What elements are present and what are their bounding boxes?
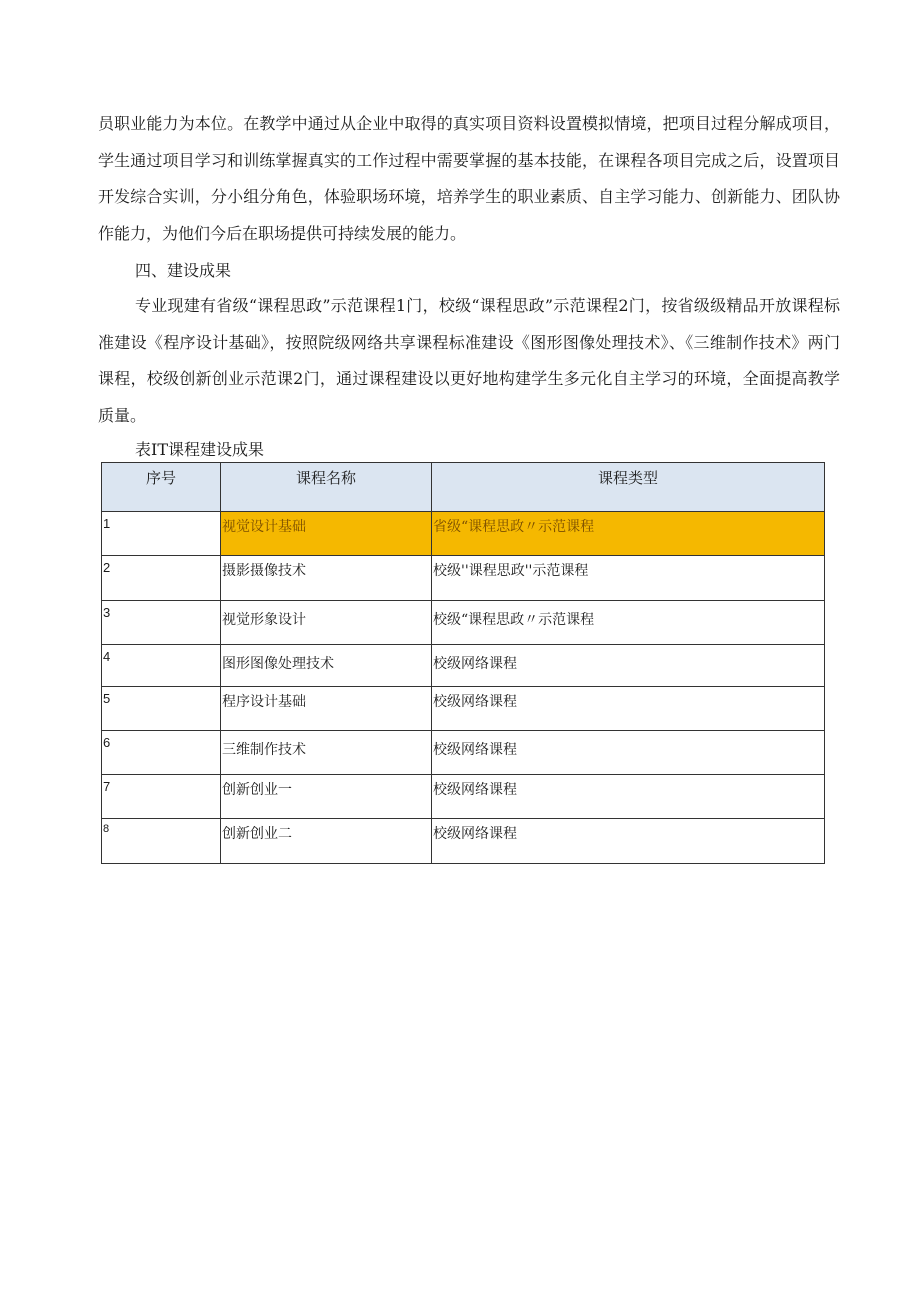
table-row	[102, 775, 825, 819]
table-row	[102, 512, 825, 556]
cell-course-type: 省级“课程思政〃示范课程	[432, 512, 825, 556]
cell-number: 4	[102, 645, 221, 687]
cell-course-type: 校级网络课程	[432, 731, 825, 775]
cell-number: 8	[102, 819, 221, 864]
table-row	[102, 645, 825, 687]
cell-course-name: 摄影摄像技术	[221, 556, 432, 601]
cell-course-name: 三维制作技术	[221, 731, 432, 775]
body-paragraph-2: 专业现建有省级“课程思政”示范课程1门，校级“课程思政”示范课程2门，按省级级精品开放课程标准建设《程序设计基础》，按照院级网络共享课程标准建设《图形图像处理技术》、《三维制作技术》两门课程，校级创新创业示范课2门，通过课程建设以更好地构建学生多元化自主学习的环境，全面提高教学质量。	[98, 296, 840, 425]
body-paragraph-1: 员职业能力为本位。在教学中通过从企业中取得的真实项目资料设置模拟情境，把项目过程分解成项目，学生通过项目学习和训练掌握真实的工作过程中需要掌握的基本技能，在课程各项目完成之后，设置项目开发综合实训，分小组分角色，体验职场环境，培养学生的职业素质、自主学习能力、创新能力、团队协作能力，为他们今后在职场提供可持续发展的能力。	[98, 114, 840, 243]
cell-course-type: 校级网络课程	[432, 645, 825, 687]
cell-course-name: 视觉设计基础	[221, 512, 432, 556]
table-header-row	[102, 463, 825, 512]
header-number: 序号	[102, 463, 221, 512]
cell-number: 2	[102, 556, 221, 601]
cell-number: 5	[102, 687, 221, 731]
cell-number: 7	[102, 775, 221, 819]
table-row	[102, 819, 825, 864]
cell-course-type: 校级网络课程	[432, 687, 825, 731]
cell-course-name: 创新创业一	[221, 775, 432, 819]
table-row	[102, 687, 825, 731]
cell-course-name: 程序设计基础	[221, 687, 432, 731]
cell-course-type: 校级''课程思政''示范课程	[432, 556, 825, 601]
table-caption: 表IT课程建设成果	[135, 440, 264, 459]
table-row	[102, 556, 825, 601]
cell-course-name: 视觉形象设计	[221, 601, 432, 645]
cell-number: 6	[102, 731, 221, 775]
cell-number: 3	[102, 601, 221, 645]
cell-course-type: 校级网络课程	[432, 819, 825, 864]
table-row	[102, 731, 825, 775]
header-course-type: 课程类型	[432, 463, 825, 512]
table-row	[102, 601, 825, 645]
course-results-table	[101, 462, 825, 864]
cell-course-type: 校级网络课程	[432, 775, 825, 819]
cell-course-type: 校级“课程思政〃示范课程	[432, 601, 825, 645]
section-heading: 四、建设成果	[135, 261, 232, 280]
header-course-name: 课程名称	[221, 463, 432, 512]
cell-course-name: 创新创业二	[221, 819, 432, 864]
cell-number: 1	[102, 512, 221, 556]
cell-course-name: 图形图像处理技术	[221, 645, 432, 687]
